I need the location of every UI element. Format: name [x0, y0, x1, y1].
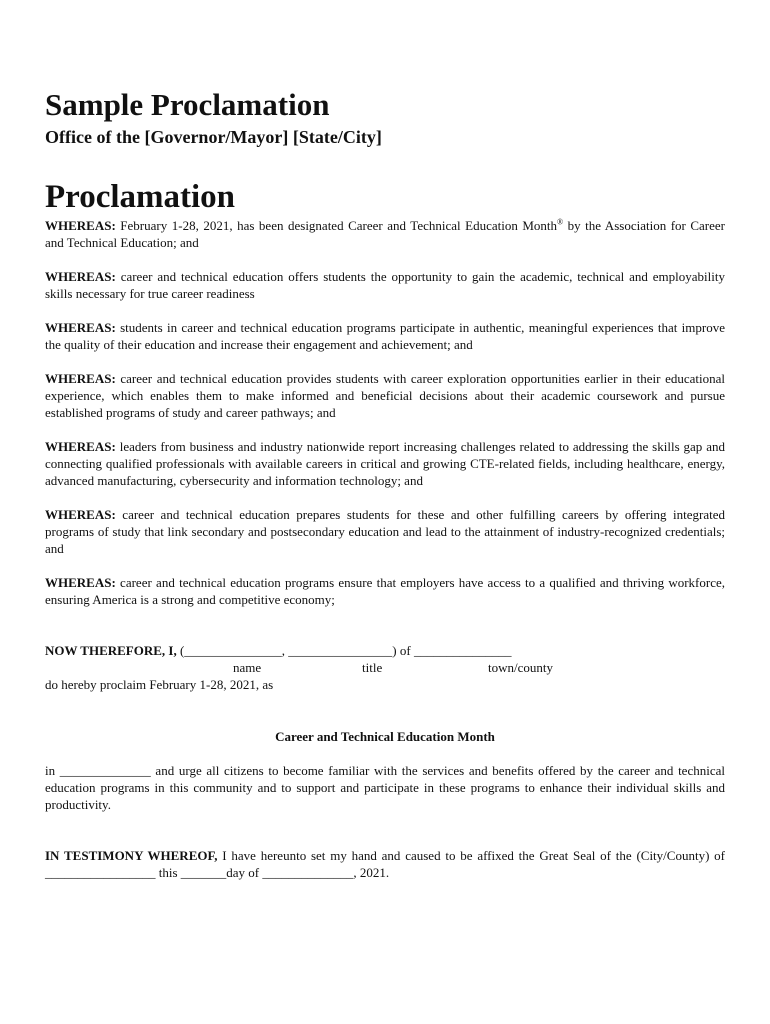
whereas-lead: WHEREAS:	[45, 320, 116, 335]
office-line: Office of the [Governor/Mayor] [State/City]	[45, 127, 382, 147]
whereas-clause-5	[45, 438, 725, 489]
clause-text: February 1-28, 2021, has been designated Career and Technical Education Month	[115, 218, 558, 233]
testimony-paragraph	[45, 847, 725, 881]
label-town-county: town/county	[488, 660, 553, 675]
whereas-clauses	[45, 217, 725, 608]
whereas-lead: WHEREAS:	[45, 575, 116, 590]
whereas-clause-2	[45, 268, 725, 302]
month-title: Career and Technical Education Month	[275, 729, 495, 744]
whereas-lead: WHEREAS:	[45, 218, 116, 233]
registered-mark: ®	[557, 217, 564, 227]
clause-text: career and technical education provides students with career exploration opportunities earlier in their educational experience, which enables them to make informed and beneficial decisions about their academic coursework and pursue established programs of study and career pathways; and	[45, 371, 725, 420]
whereas-clause-6	[45, 506, 725, 557]
whereas-clause-1	[45, 217, 725, 251]
testimony-text: I have hereunto set my hand and caused to be affixed the Great Seal of the (City/County) of _________________ this _______day of ______________, 2021.	[45, 848, 726, 880]
clause-text: career and technical education programs ensure that employers have access to a qualified and thriving workforce, ensuring America is a strong and competitive economy;	[45, 575, 725, 607]
whereas-clause-7	[45, 574, 725, 608]
clause-text: career and technical education prepares students for these and other fulfilling careers by offering integrated programs of study that link secondary and postsecondary education and lead to the attainment of industry-recognized credentials; and	[45, 507, 725, 556]
document-title: Sample Proclamation	[45, 87, 330, 122]
clause-text-continued: by the Association for Career and Technical Education; and	[45, 218, 726, 250]
label-title: title	[362, 660, 383, 675]
now-therefore-block	[45, 642, 725, 693]
whereas-clause-4	[45, 370, 725, 421]
clause-text: leaders from business and industry nationwide report increasing challenges related to addressing the skills gap and connecting qualified professionals with available careers in critical and growing CTE-related fields, including healthcare, energy, advanced manufacturing, cybersecurity and information technology; and	[45, 439, 725, 488]
whereas-lead: WHEREAS:	[45, 439, 116, 454]
label-name: name	[233, 660, 262, 675]
clause-text: students in career and technical education programs participate in authentic, meaningful experiences that improve the quality of their education and increase their engagement and achievement; and	[45, 320, 725, 352]
whereas-clause-3	[45, 319, 725, 353]
clause-text: career and technical education offers students the opportunity to gain the academic, technical and employability skills necessary for true career readiness	[45, 269, 725, 301]
whereas-lead: WHEREAS:	[45, 507, 116, 522]
proclaim-line: do hereby proclaim February 1-28, 2021, as	[45, 677, 274, 692]
urge-paragraph: in ______________ and urge all citizens to become familiar with the services and benefits offered by the career and technical education programs in this community and to support and participate in these programs to enhance their individual skills and productivity.	[45, 763, 725, 812]
now-therefore-line	[45, 642, 725, 659]
proclamation-heading: Proclamation	[45, 179, 236, 215]
testimony-lead: IN TESTIMONY WHEREOF,	[45, 848, 218, 863]
whereas-lead: WHEREAS:	[45, 371, 116, 386]
proclamation-document	[45, 86, 725, 898]
now-therefore-lead: NOW THEREFORE, I,	[45, 643, 177, 658]
whereas-lead: WHEREAS:	[45, 269, 116, 284]
name-title-town-blanks: (_______________, ________________) of _______________	[176, 643, 512, 658]
blank-labels	[45, 659, 725, 676]
